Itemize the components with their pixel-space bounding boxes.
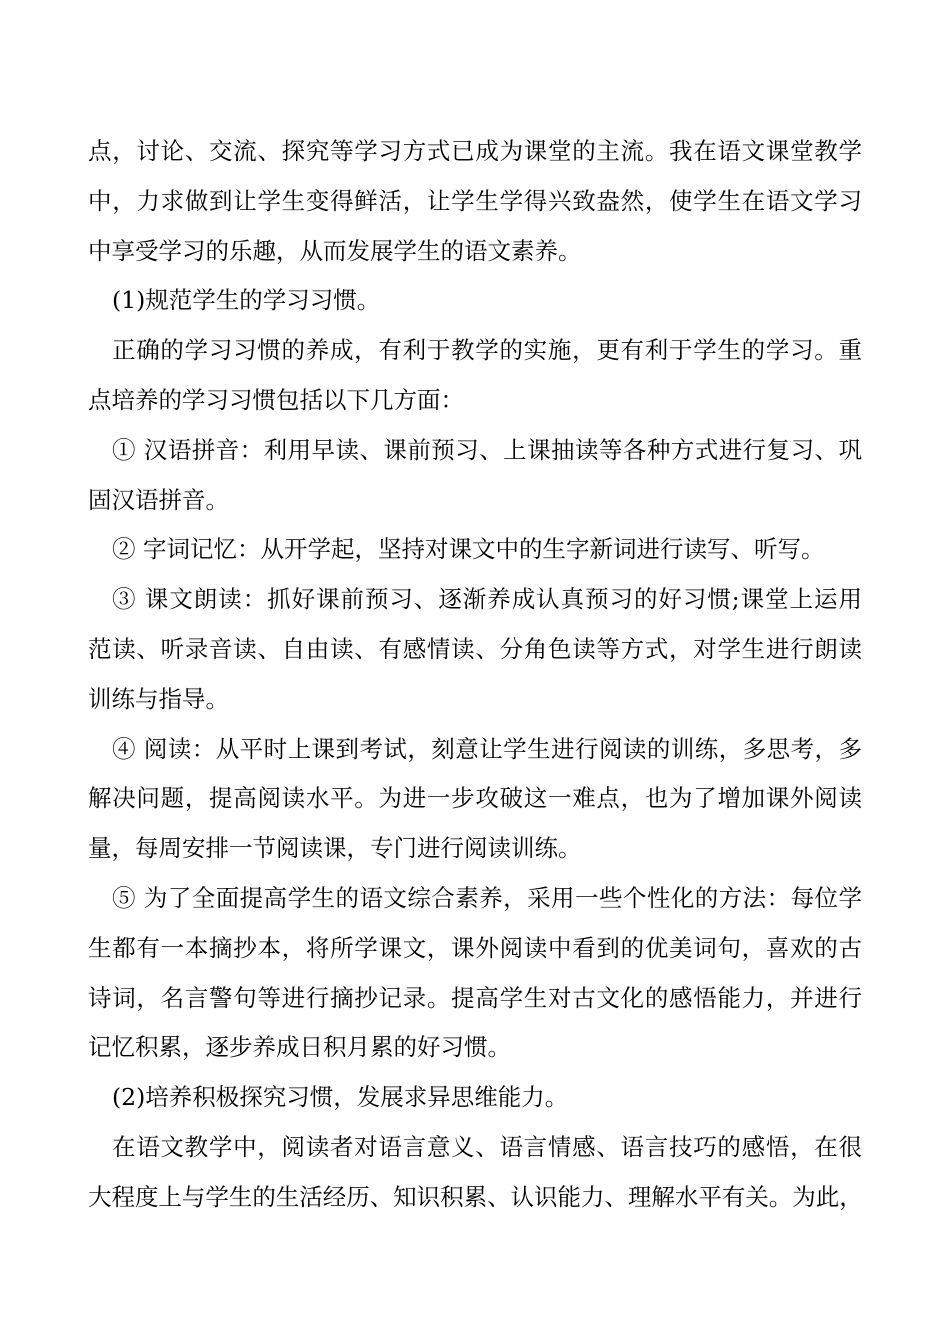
text-line: ④ 阅读：从平时上课到考试，刻意让学生进行阅读的训练，多思考，多: [112, 734, 862, 763]
section-heading-text: (1)规范学生的学习习惯。: [112, 286, 381, 315]
text-line: ① 汉语拼音：利用早读、课前预习、上课抽读等各种方式进行复习、巩: [112, 435, 862, 464]
list-item-2: [88, 525, 862, 575]
text-line: 范读、听录音读、自由读、有感情读、分角色读等方式，对学生进行朗读: [88, 634, 862, 663]
text-line: 解决问题，提高阅读水平。为进一步攻破这一难点，也为了增加课外阅读: [88, 784, 862, 813]
text-line: 点培养的学习习惯包括以下几方面：: [88, 385, 464, 414]
list-item-3: [88, 575, 862, 724]
section-heading-2: [88, 1073, 862, 1123]
text-line: 生都有一本摘抄本，将所学课文，课外阅读中看到的优美词句，喜欢的古: [88, 933, 862, 962]
text-line: 正确的学习习惯的养成，有利于教学的实施，更有利于学生的学习。重: [112, 336, 862, 365]
text-line: 诗词，名言警句等进行摘抄记录。提高学生对古文化的感悟能力，并进行: [88, 983, 862, 1012]
text-line: 固汉语拼音。: [88, 485, 229, 514]
section-heading-1: [88, 276, 862, 326]
paragraph-intro: [88, 326, 862, 426]
text-line: 记忆积累，逐步养成日积月累的好习惯。: [88, 1033, 511, 1062]
paragraph-continuation: [88, 127, 862, 276]
list-item-5: [88, 874, 862, 1073]
text-line: 大程度上与学生的生活经历、知识积累、认识能力、理解水平有关。为此，: [88, 1182, 862, 1211]
text-line: 中，力求做到让学生变得鲜活，让学生学得兴致盎然，使学生在语文学习: [88, 186, 862, 215]
text-line: 点，讨论、交流、探究等学习方式已成为课堂的主流。我在语文课堂教学: [88, 137, 862, 165]
list-item-4: [88, 725, 862, 874]
text-line: 训练与指导。: [88, 684, 229, 713]
list-item-1: [88, 426, 862, 526]
text-line: ③ 课文朗读：抓好课前预习、逐渐养成认真预习的好习惯;课堂上运用: [112, 585, 862, 614]
text-line: ⑤ 为了全面提高学生的语文综合素养，采用一些个性化的方法：每位学: [112, 883, 862, 912]
text-line: 在语文教学中，阅读者对语言意义、语言情感、语言技巧的感悟，在很: [112, 1132, 862, 1161]
text-line: 量，每周安排一节阅读课，专门进行阅读训练。: [88, 834, 582, 863]
section-heading-text: (2)培养积极探究习惯，发展求异思维能力。: [112, 1083, 569, 1112]
text-line: ② 字词记忆：从开学起，坚持对课文中的生字新词进行读写、听写。: [112, 535, 825, 564]
text-line: 中享受学习的乐趣，从而发展学生的语文素养。: [88, 236, 582, 265]
paragraph-reading: [88, 1123, 862, 1223]
body-text: [88, 127, 862, 1223]
